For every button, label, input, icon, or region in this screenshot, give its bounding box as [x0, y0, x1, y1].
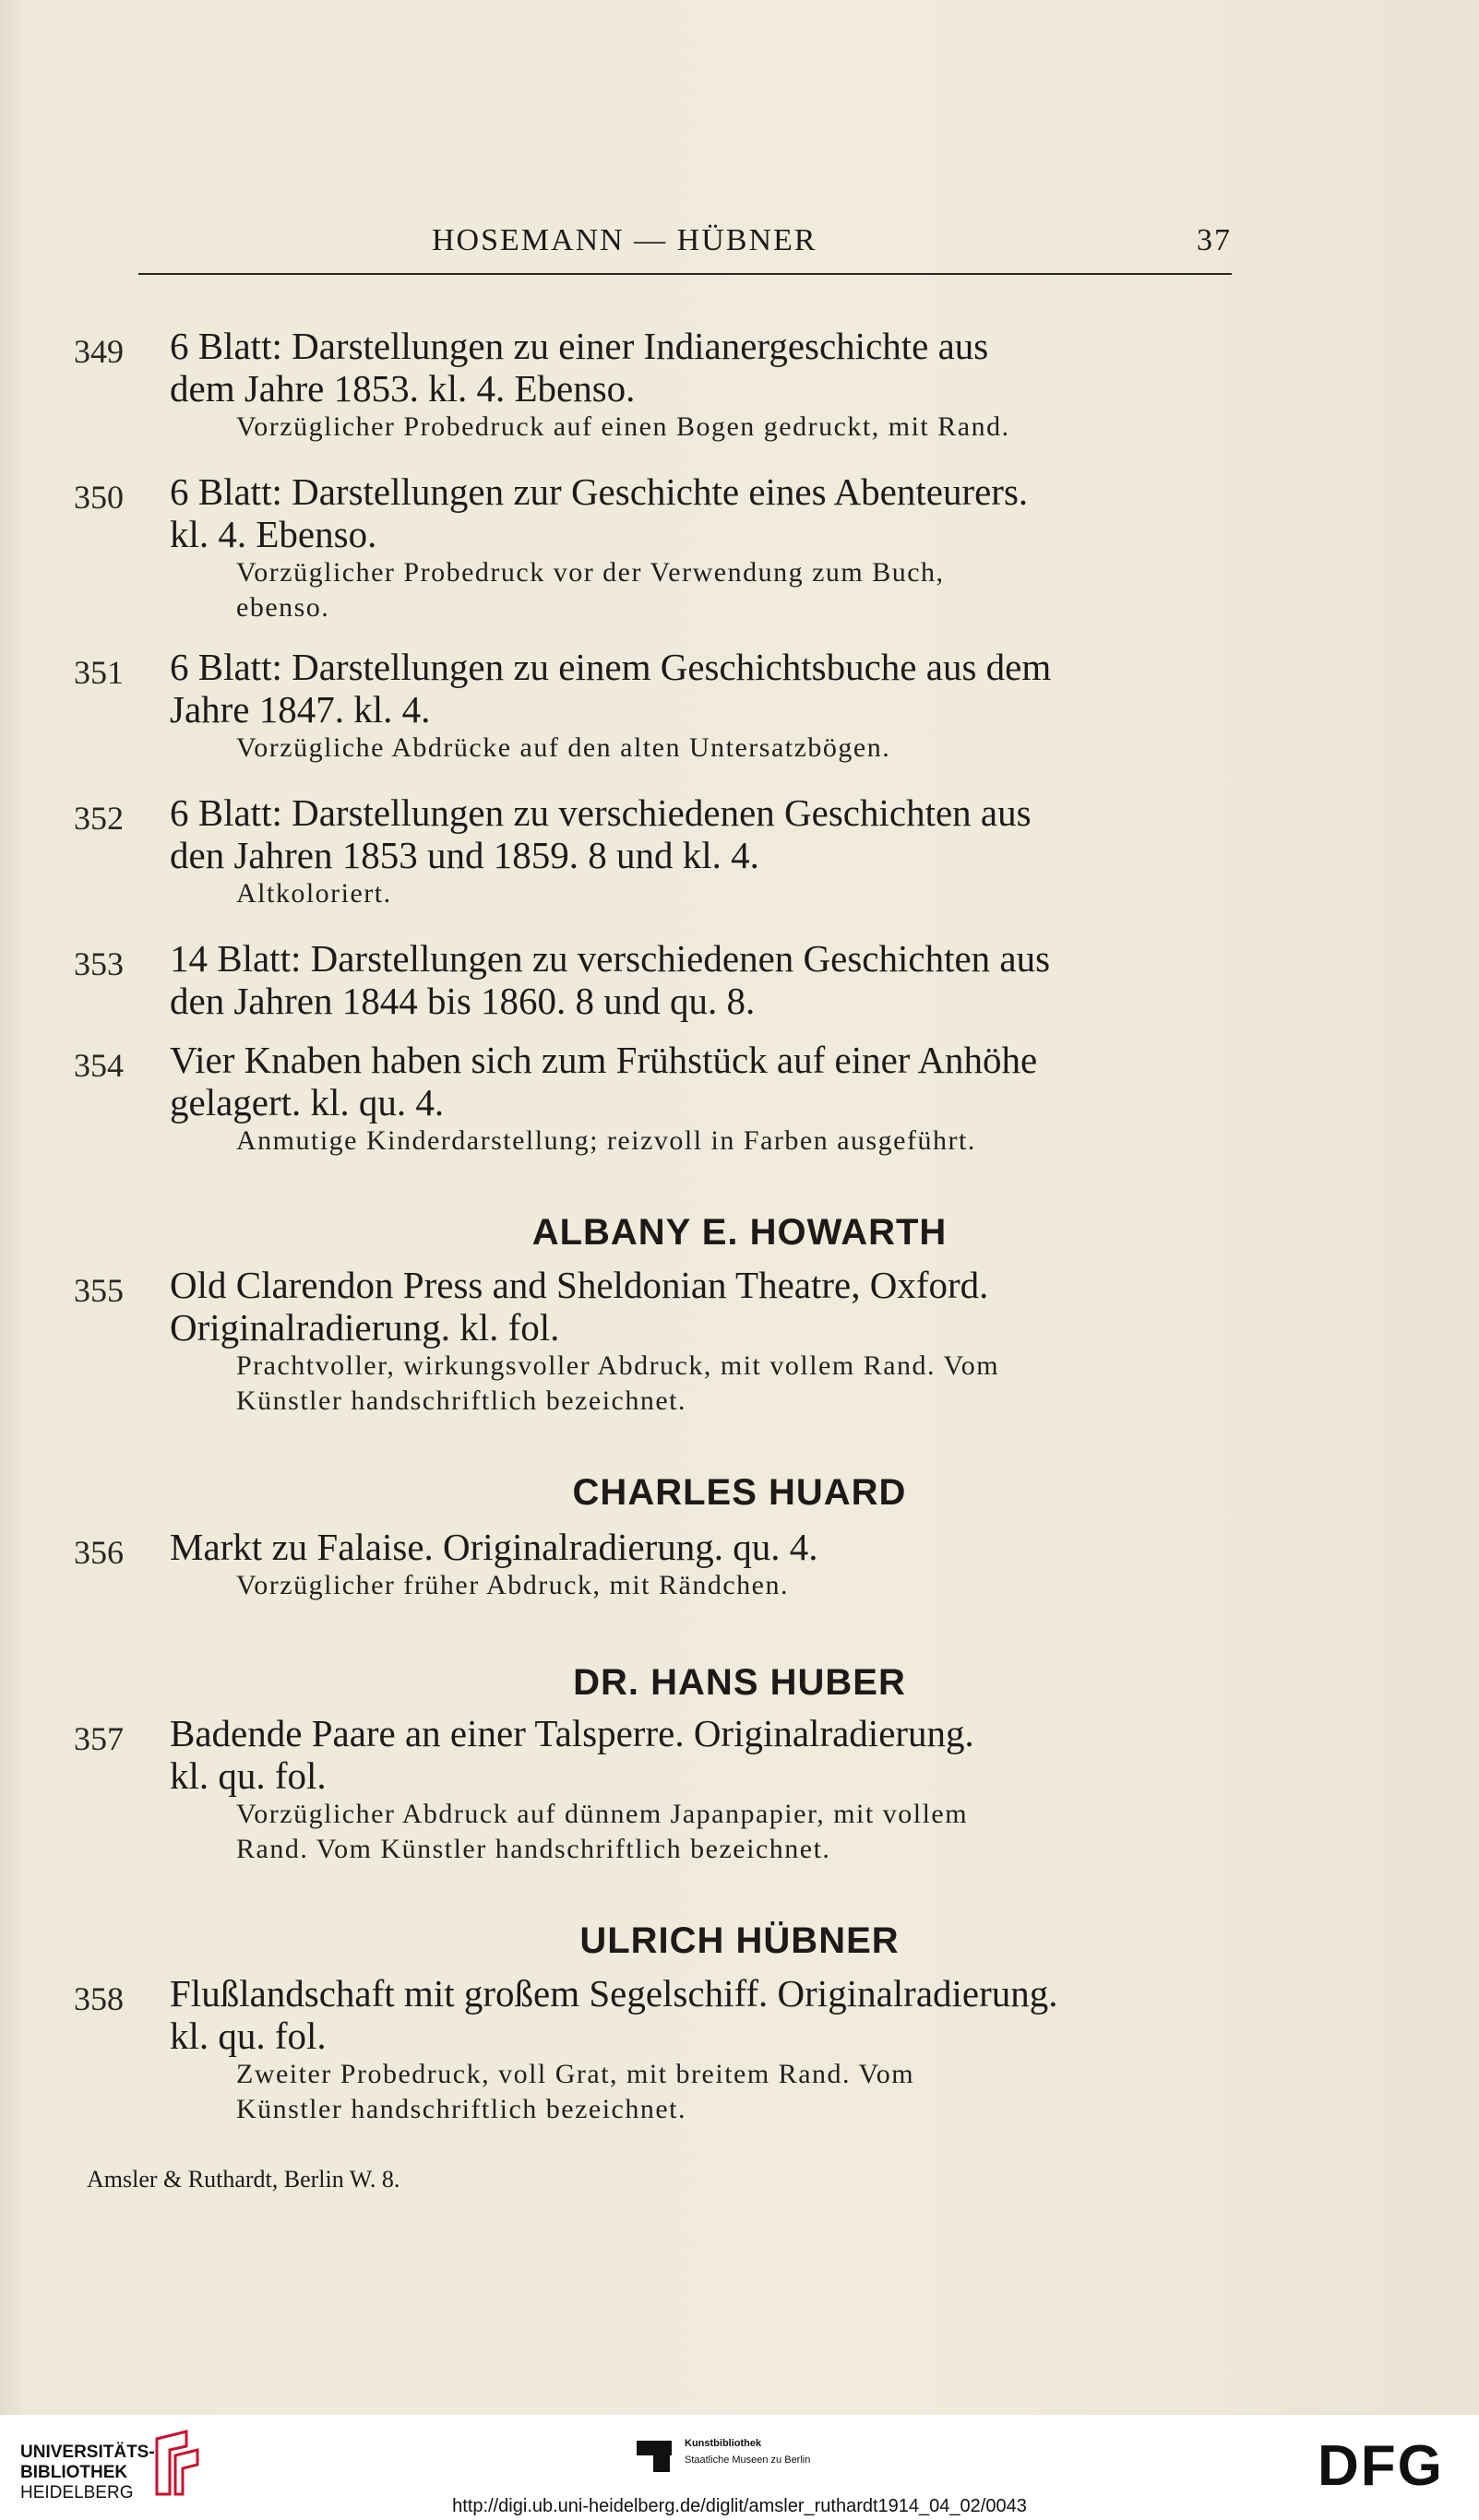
entry-number: 349 — [74, 333, 124, 370]
catalog-entry — [74, 791, 1236, 911]
entry-description: Prachtvoller, wirkungsvoller Abdruck, mit vollem Rand. Vom — [236, 1350, 1000, 1381]
ub-heidelberg-logo[interactable] — [20, 2443, 155, 2503]
entry-line: Vier Knaben haben sich zum Frühstück auf einer Anhöhe — [170, 1039, 1038, 1081]
entry-line: 6 Blatt: Darstellungen zu einem Geschichtsbuche aus dem — [170, 646, 1052, 688]
entry-description: Vorzüglicher Abdruck auf dünnem Japanpapier, mit vollem — [236, 1799, 969, 1829]
catalog-entry — [74, 325, 1236, 445]
ub-line: HEIDELBERG — [20, 2483, 134, 2502]
entry-description: Anmutige Kinderdarstellung; reizvoll in Farben ausgeführt. — [236, 1125, 976, 1156]
printer-imprint: Amsler & Ruthardt, Berlin W. 8. — [87, 2166, 400, 2193]
header-rule — [138, 273, 1232, 275]
entry-line: den Jahren 1853 und 1859. 8 und kl. 4. — [170, 834, 759, 876]
entry-line: kl. qu. fol. — [170, 1754, 327, 1797]
catalog-entry — [74, 1264, 1236, 1419]
catalog-entry — [74, 1712, 1236, 1867]
entry-number: 357 — [74, 1720, 124, 1757]
ub-emblem-icon — [149, 2428, 205, 2502]
entry-line-text: 6 Blatt: Darstellungen zu einer Indianergeschichte aus — [170, 325, 989, 367]
catalog-entry — [74, 646, 1236, 766]
entry-line — [170, 325, 1305, 367]
entry-description: Künstler handschriftlich bezeichnet. — [236, 2094, 687, 2124]
entry-line: kl. 4. Ebenso. — [170, 513, 377, 555]
entry-line: dem Jahre 1853. kl. 4. Ebenso. — [170, 367, 636, 410]
permalink-url[interactable]: http://digi.ub.uni-heidelberg.de/diglit/amsler_ruthardt1914_04_02/0043 — [452, 2496, 1027, 2516]
catalog-entry — [74, 1972, 1236, 2127]
digitization-footer — [0, 2415, 1479, 2520]
entry-number: 351 — [74, 654, 124, 691]
page-number: 37 — [1197, 223, 1232, 257]
running-title: HOSEMANN — HÜBNER — [432, 223, 817, 257]
entry-number: 350 — [74, 479, 124, 516]
entry-line: 14 Blatt: Darstellungen zu verschiedenen Geschichten aus — [170, 937, 1051, 980]
entry-line: Originalradierung. kl. fol. — [170, 1306, 560, 1349]
entry-description: Vorzügliche Abdrücke auf den alten Untersatzbögen. — [236, 732, 891, 763]
entry-number: 352 — [74, 800, 124, 837]
entry-number: 355 — [74, 1272, 124, 1309]
artist-heading: CHARLES HUARD — [572, 1472, 907, 1513]
entry-description: Rand. Vom Künstler handschriftlich bezeichnet. — [236, 1834, 831, 1864]
kb-subtitle: Staatliche Museen zu Berlin — [685, 2455, 811, 2466]
artist-heading: ULRICH HÜBNER — [579, 1920, 900, 1961]
catalog-entry — [74, 1039, 1236, 1159]
entry-line: 6 Blatt: Darstellungen zu verschiedenen Geschichten aus — [170, 791, 1032, 834]
kb-title: Kunstbibliothek — [685, 2438, 762, 2449]
entry-description: Künstler handschriftlich bezeichnet. — [236, 1385, 687, 1416]
entry-number: 356 — [74, 1534, 124, 1571]
entry-number: 353 — [74, 945, 124, 982]
dfg-logo: DFG — [1318, 2434, 1444, 2498]
entry-number: 354 — [74, 1047, 124, 1084]
entry-line: Badende Paare an einer Talsperre. Originalradierung. — [170, 1712, 974, 1754]
entry-line: gelagert. kl. qu. 4. — [170, 1081, 445, 1123]
entry-description: Altkoloriert. — [236, 878, 392, 909]
entry-line: Old Clarendon Press and Sheldonian Theatre, Oxford. — [170, 1264, 989, 1306]
entry-description: Vorzüglicher früher Abdruck, mit Rändchen. — [236, 1570, 789, 1600]
entry-number: 358 — [74, 1980, 124, 2017]
entry-line: Jahre 1847. kl. 4. — [170, 688, 431, 731]
artist-heading: DR. HANS HUBER — [573, 1662, 906, 1703]
catalog-entry — [74, 470, 1236, 625]
entry-description: ebenso. — [236, 592, 330, 623]
kunstbibliothek-logo-icon — [633, 2435, 675, 2476]
entry-description: Vorzüglicher Probedruck vor der Verwendung zum Buch, — [236, 557, 945, 588]
kunstbibliothek-label — [685, 2435, 810, 2468]
entry-line: 6 Blatt: Darstellungen zur Geschichte eines Abenteurers. — [170, 470, 1029, 513]
catalog-entry — [74, 1526, 1236, 1603]
artist-heading: ALBANY E. HOWARTH — [531, 1212, 948, 1253]
ub-line: UNIVERSITÄTS- — [20, 2443, 155, 2462]
entry-description: Zweiter Probedruck, voll Grat, mit breitem Rand. Vom — [236, 2059, 915, 2089]
catalog-entry — [74, 937, 1236, 1022]
entry-line: Markt zu Falaise. Originalradierung. qu. 4. — [170, 1526, 818, 1568]
entry-line: Flußlandschaft mit großem Segelschiff. Originalradierung. — [170, 1972, 1058, 2015]
ub-line: BIBLIOTHEK — [20, 2463, 128, 2482]
entry-description: Vorzüglicher Probedruck auf einen Bogen gedruckt, mit Rand. — [236, 411, 1010, 442]
entry-line: kl. qu. fol. — [170, 2015, 327, 2057]
entry-line: den Jahren 1844 bis 1860. 8 und qu. 8. — [170, 980, 756, 1022]
